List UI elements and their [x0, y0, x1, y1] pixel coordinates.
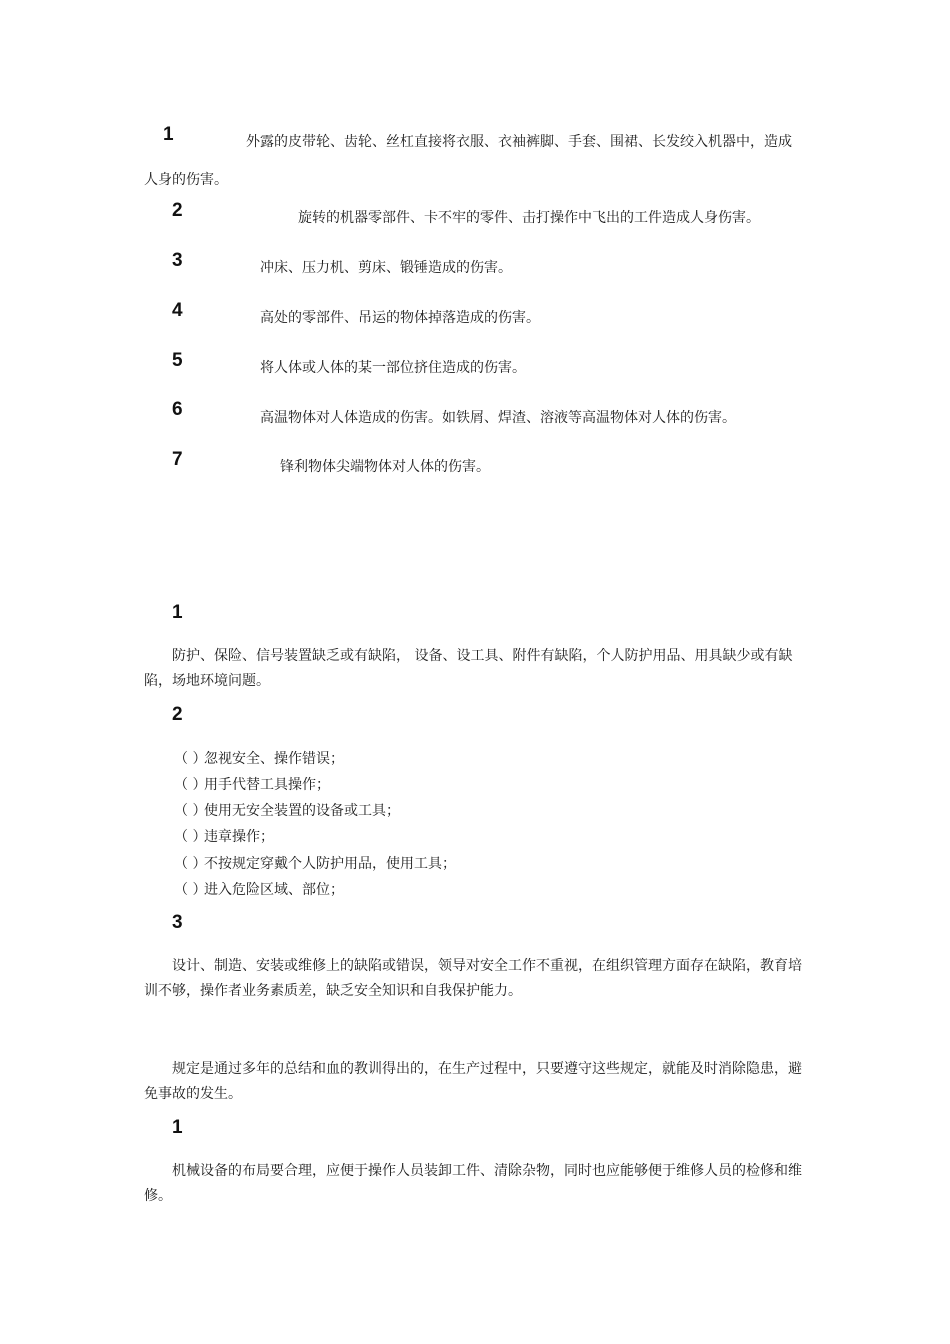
section-number: 1	[172, 1117, 183, 1138]
section-number: 2	[172, 704, 183, 725]
blank-bracket: （ ）	[174, 803, 207, 819]
list-item-text: 用手代替工具操作；	[204, 777, 330, 793]
paragraph: 防护、保险、信号装置缺乏或有缺陷， 设备、设工具、附件有缺陷，个人防护用品、用具缺少或有缺陷，场地环境问题。	[144, 648, 793, 689]
item-text: 旋转的机器零部件、卡不牢的零件、击打操作中飞出的工件造成人身伤害。	[298, 210, 760, 226]
blank-bracket: （ ）	[174, 751, 207, 767]
item-text: 高温物体对人体造成的伤害。如铁屑、焊渣、溶液等高温物体对人体的伤害。	[260, 410, 736, 426]
list-item	[174, 827, 274, 847]
item-text: 冲床、压力机、剪床、锻锤造成的伤害。	[260, 260, 512, 276]
item-text: 高处的零部件、吊运的物体掉落造成的伤害。	[260, 310, 540, 326]
item-text: 外露的皮带轮、齿轮、丝杠直接将衣服、衣袖裤脚、手套、围裙、长发绞入机器中，造成	[246, 134, 792, 150]
item-number: 3	[172, 250, 183, 271]
blank-bracket: （ ）	[174, 856, 207, 872]
list-item	[174, 775, 330, 795]
paragraph: 设计、制造、安装或维修上的缺陷或错误，领导对安全工作不重视，在组织管理方面存在缺陷，教育培训不够，操作者业务素质差，缺乏安全知识和自我保护能力。	[144, 958, 802, 999]
item-number: 7	[172, 449, 183, 470]
list-item	[174, 801, 400, 821]
list-item	[174, 880, 344, 900]
list-item-text: 忽视安全、操作错误；	[204, 751, 344, 767]
item-text: 将人体或人体的某一部位挤住造成的伤害。	[260, 360, 526, 376]
item-text: 锋利物体尖端物体对人体的伤害。	[280, 459, 490, 475]
list-item	[174, 749, 344, 769]
list-item-text: 使用无安全装置的设备或工具；	[204, 803, 400, 819]
blank-bracket: （ ）	[174, 829, 207, 845]
blank-bracket: （ ）	[174, 777, 207, 793]
item-number: 5	[172, 350, 183, 371]
blank-bracket: （ ）	[174, 882, 207, 898]
list-item	[174, 854, 456, 874]
item-number: 6	[172, 399, 183, 420]
item-text-continued: 人身的伤害。	[144, 172, 228, 188]
item-number: 4	[172, 300, 183, 321]
list-item-text: 违章操作；	[204, 829, 274, 845]
list-item-text: 进入危险区域、部位；	[204, 882, 344, 898]
list-item-text: 不按规定穿戴个人防护用品，使用工具；	[204, 856, 456, 872]
section-number: 3	[172, 912, 183, 933]
paragraph: 机械设备的布局要合理，应便于操作人员装卸工件、清除杂物，同时也应能够便于维修人员的检修和维修。	[144, 1163, 802, 1204]
item-number: 2	[172, 200, 183, 221]
item-number: 1	[163, 124, 174, 145]
paragraph: 规定是通过多年的总结和血的教训得出的，在生产过程中，只要遵守这些规定，就能及时消除隐患，避免事故的发生。	[144, 1061, 802, 1102]
section-number: 1	[172, 602, 183, 623]
